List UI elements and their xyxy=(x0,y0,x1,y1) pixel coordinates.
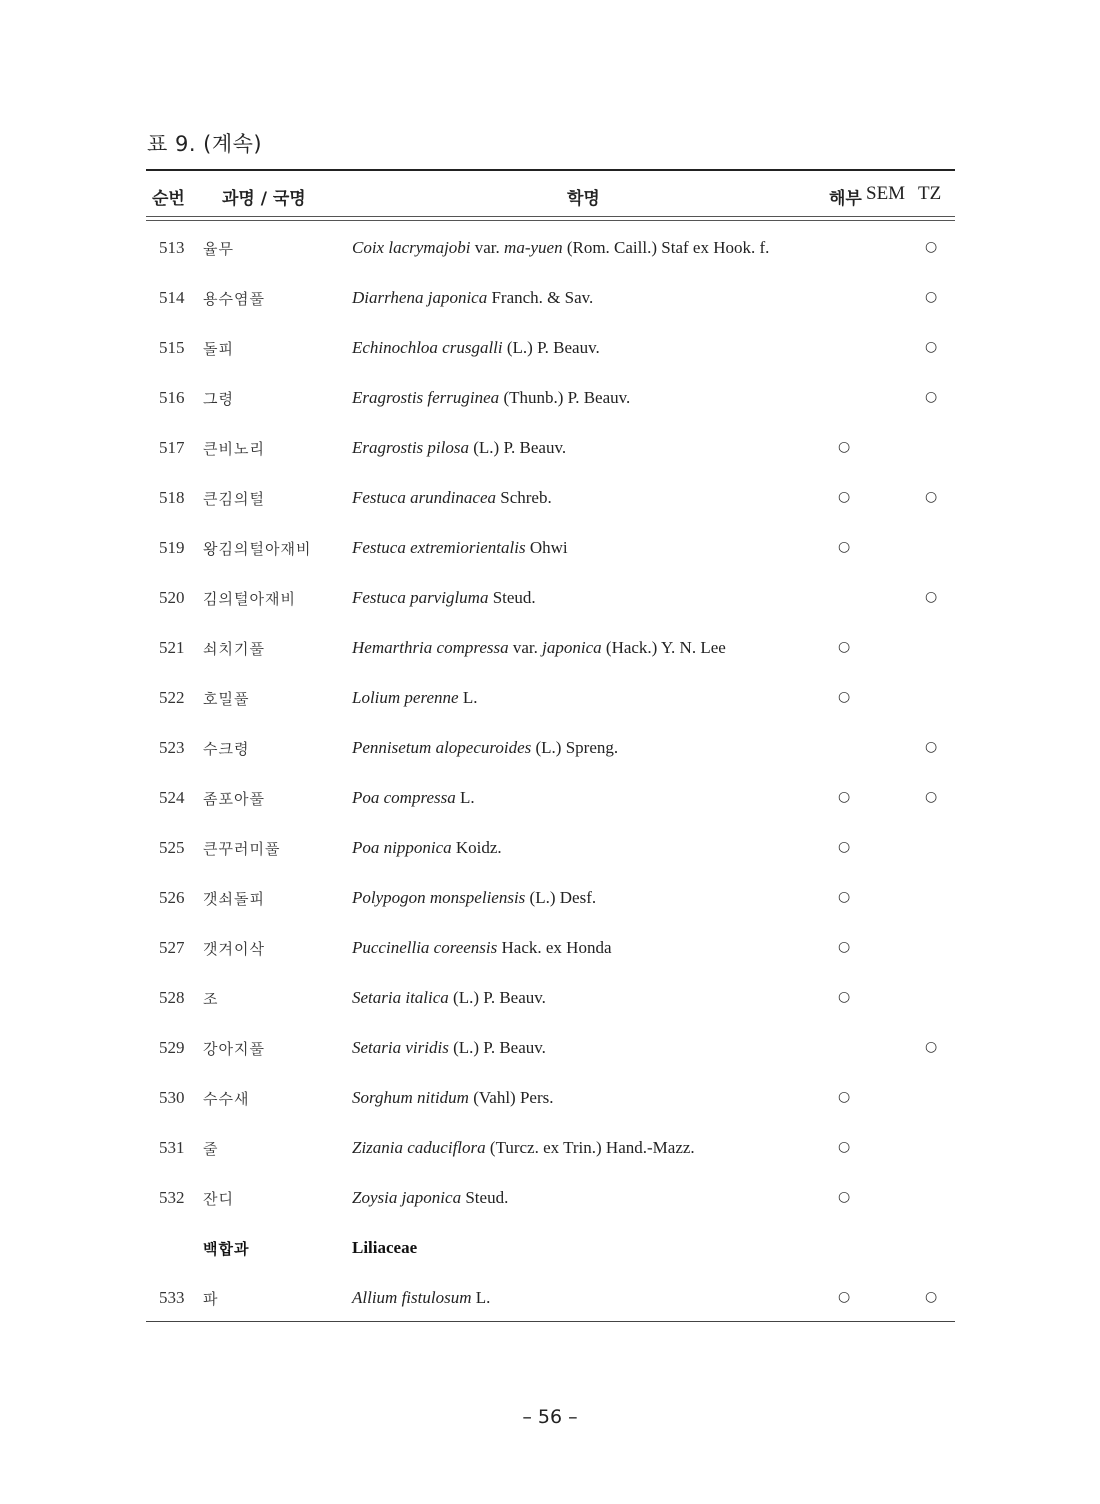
species-number: 518 xyxy=(159,488,185,507)
scientific-name-italic: Polypogon monspeliensis xyxy=(352,888,526,907)
table-row xyxy=(146,621,955,671)
scientific-name-italic: Festuca extremiorientalis xyxy=(352,538,526,557)
species-number: 523 xyxy=(159,738,185,757)
table-row xyxy=(146,871,955,921)
scientific-name-italic: Lolium perenne xyxy=(352,688,459,707)
table-caption: 표 9. (계속) xyxy=(147,132,263,156)
scientific-name xyxy=(352,1038,546,1058)
header-anatomy: 해부 xyxy=(829,189,862,209)
korean-name: 줄 xyxy=(203,1140,219,1158)
tz-mark: ○ xyxy=(925,789,938,805)
header-number: 순번 xyxy=(152,189,185,209)
scientific-name-author: L. xyxy=(458,688,478,707)
header-sem: SEM xyxy=(866,183,906,204)
page-number: – 56 – xyxy=(522,1406,578,1428)
table-row xyxy=(146,771,955,821)
scientific-name-author: var. xyxy=(470,238,505,257)
tz-mark: ○ xyxy=(925,589,938,605)
scientific-name xyxy=(352,688,477,708)
table-row xyxy=(146,971,955,1021)
species-number: 530 xyxy=(159,1088,185,1107)
header-family-korean-name: 과명 / 국명 xyxy=(222,189,306,209)
species-number: 513 xyxy=(159,238,185,257)
scientific-name-author: (L.) P. Beauv. xyxy=(502,338,600,357)
korean-name: 쇠치기풀 xyxy=(203,640,265,658)
table-row xyxy=(146,571,955,621)
header-rule xyxy=(146,216,955,217)
scientific-name-author: (L.) P. Beauv. xyxy=(448,988,546,1007)
scientific-name-author: Koidz. xyxy=(451,838,502,857)
scientific-name xyxy=(352,638,726,658)
korean-name: 돌피 xyxy=(203,340,234,358)
tz-mark: ○ xyxy=(925,339,938,355)
scientific-name-italic: Coix lacrymajobi xyxy=(352,238,471,257)
korean-name: 조 xyxy=(203,990,219,1008)
korean-name: 그령 xyxy=(203,390,234,408)
species-number: 520 xyxy=(159,588,185,607)
korean-name: 파 xyxy=(203,1290,219,1308)
anatomy-mark: ○ xyxy=(838,489,851,505)
species-number: 515 xyxy=(159,338,185,357)
scientific-name-italic: Eragrostis ferruginea xyxy=(352,388,500,407)
korean-name: 좀포아풀 xyxy=(203,790,265,808)
scientific-name-italic: Echinochloa crusgalli xyxy=(352,338,503,357)
species-number: 532 xyxy=(159,1188,185,1207)
species-number: 531 xyxy=(159,1138,185,1157)
scientific-name-author: (L.) Spreng. xyxy=(531,738,619,757)
tz-mark: ○ xyxy=(925,1039,938,1055)
header-scientific-name: 학명 xyxy=(567,189,600,209)
anatomy-mark: ○ xyxy=(838,889,851,905)
tz-mark: ○ xyxy=(925,389,938,405)
korean-name: 김의털아재비 xyxy=(203,590,296,608)
scientific-name-author: Steud. xyxy=(488,588,536,607)
scientific-name-author: (Hack.) Y. N. Lee xyxy=(601,638,726,657)
table-header xyxy=(146,171,955,216)
table-body xyxy=(146,221,955,1321)
scientific-name-italic: Poa compressa xyxy=(352,788,456,807)
scientific-name xyxy=(352,888,596,908)
korean-name: 큰비노리 xyxy=(203,440,265,458)
anatomy-mark: ○ xyxy=(838,1089,851,1105)
scientific-name xyxy=(352,538,568,558)
korean-name: 강아지풀 xyxy=(203,1040,265,1058)
header-tz: TZ xyxy=(918,183,942,204)
korean-name: 갯쇠돌피 xyxy=(203,890,265,908)
anatomy-mark: ○ xyxy=(838,539,851,555)
table-row xyxy=(146,371,955,421)
anatomy-mark: ○ xyxy=(838,1139,851,1155)
scientific-name xyxy=(352,238,769,258)
table-row xyxy=(146,821,955,871)
korean-name: 왕김의털아재비 xyxy=(203,540,312,558)
scientific-name-italic: Diarrhena japonica xyxy=(352,288,488,307)
table-row xyxy=(146,1071,955,1121)
table-bottom-rule xyxy=(146,1321,955,1322)
family-korean-name: 백합과 xyxy=(203,1240,250,1258)
anatomy-mark: ○ xyxy=(838,939,851,955)
table-row xyxy=(146,471,955,521)
anatomy-mark: ○ xyxy=(838,689,851,705)
species-number: 514 xyxy=(159,288,185,307)
scientific-name-italic: Eragrostis pilosa xyxy=(352,438,469,457)
species-number: 516 xyxy=(159,388,185,407)
table-row xyxy=(146,1171,955,1221)
tz-mark: ○ xyxy=(925,289,938,305)
scientific-name-italic: Pennisetum alopecuroides xyxy=(352,738,532,757)
korean-name: 율무 xyxy=(203,240,234,258)
scientific-name-italic: Poa nipponica xyxy=(352,838,452,857)
korean-name: 수크령 xyxy=(203,740,250,758)
scientific-name xyxy=(352,838,502,858)
scientific-name-author: Liliaceae xyxy=(352,1238,418,1257)
scientific-name-author: (Vahl) Pers. xyxy=(468,1088,554,1107)
scientific-name xyxy=(352,338,600,358)
species-number: 526 xyxy=(159,888,185,907)
scientific-name-author: Schreb. xyxy=(496,488,552,507)
scientific-name xyxy=(352,938,612,958)
table-row xyxy=(146,421,955,471)
tz-mark: ○ xyxy=(925,1289,938,1305)
scientific-name-author: Steud. xyxy=(461,1188,509,1207)
scientific-name xyxy=(352,1288,490,1308)
korean-name: 호밀풀 xyxy=(203,690,250,708)
scientific-name xyxy=(352,1138,695,1158)
species-table xyxy=(146,169,955,1322)
scientific-name-italic: Hemarthria compressa xyxy=(352,638,509,657)
species-number: 528 xyxy=(159,988,185,1007)
scientific-name-italic: Zizania caduciflora xyxy=(352,1138,486,1157)
scientific-name-author: (Rom. Caill.) Staf ex Hook. f. xyxy=(562,238,770,257)
scientific-name-italic: Sorghum nitidum xyxy=(352,1088,469,1107)
scientific-name-author: (L.) P. Beauv. xyxy=(468,438,567,457)
scientific-name xyxy=(352,388,630,408)
table-row xyxy=(146,271,955,321)
anatomy-mark: ○ xyxy=(838,989,851,1005)
family-scientific-name xyxy=(352,1238,417,1258)
table-row xyxy=(146,1021,955,1071)
scientific-name-author: Franch. & Sav. xyxy=(487,288,594,307)
tz-mark: ○ xyxy=(925,739,938,755)
scientific-name-author: L. xyxy=(455,788,475,807)
table-row xyxy=(146,1271,955,1321)
korean-name: 잔디 xyxy=(203,1190,234,1208)
species-number: 521 xyxy=(159,638,185,657)
anatomy-mark: ○ xyxy=(838,839,851,855)
tz-mark: ○ xyxy=(925,239,938,255)
scientific-name xyxy=(352,488,552,508)
table-row xyxy=(146,1121,955,1171)
anatomy-mark: ○ xyxy=(838,639,851,655)
anatomy-mark: ○ xyxy=(838,1289,851,1305)
anatomy-mark: ○ xyxy=(838,789,851,805)
scientific-name-author: (L.) Desf. xyxy=(525,888,597,907)
species-number: 522 xyxy=(159,688,185,707)
scientific-name xyxy=(352,788,475,808)
korean-name: 큰꾸러미풀 xyxy=(203,840,281,858)
scientific-name-author: Hack. ex Honda xyxy=(497,938,612,957)
scientific-name-italic: ma-yuen xyxy=(504,238,563,257)
family-row xyxy=(146,1221,955,1271)
table-row xyxy=(146,321,955,371)
table-row xyxy=(146,671,955,721)
scientific-name-italic: Setaria italica xyxy=(352,988,449,1007)
table-row xyxy=(146,921,955,971)
scientific-name-italic: Festuca parvigluma xyxy=(352,588,489,607)
table-row xyxy=(146,721,955,771)
scientific-name-italic: japonica xyxy=(542,638,602,657)
species-number: 524 xyxy=(159,788,185,807)
scientific-name xyxy=(352,1088,553,1108)
scientific-name xyxy=(352,288,593,308)
anatomy-mark: ○ xyxy=(838,1189,851,1205)
scientific-name-author: var. xyxy=(508,638,543,657)
table-row xyxy=(146,221,955,271)
species-number: 533 xyxy=(159,1288,185,1307)
species-number: 519 xyxy=(159,538,185,557)
species-number: 527 xyxy=(159,938,185,957)
scientific-name xyxy=(352,438,566,458)
korean-name: 큰김의털 xyxy=(203,490,265,508)
scientific-name-author: L. xyxy=(471,1288,491,1307)
scientific-name-italic: Setaria viridis xyxy=(352,1038,449,1057)
scientific-name-author: Ohwi xyxy=(525,538,568,557)
scientific-name xyxy=(352,1188,508,1208)
species-number: 525 xyxy=(159,838,185,857)
species-number: 529 xyxy=(159,1038,185,1057)
species-number: 517 xyxy=(159,438,185,457)
scientific-name-author: (L.) P. Beauv. xyxy=(448,1038,546,1057)
korean-name: 갯겨이삭 xyxy=(203,940,265,958)
anatomy-mark: ○ xyxy=(838,439,851,455)
scientific-name-author: (Turcz. ex Trin.) Hand.-Mazz. xyxy=(485,1138,695,1157)
korean-name: 수수새 xyxy=(203,1090,250,1108)
korean-name: 용수염풀 xyxy=(203,290,265,308)
table-row xyxy=(146,521,955,571)
tz-mark: ○ xyxy=(925,489,938,505)
scientific-name-italic: Zoysia japonica xyxy=(352,1188,462,1207)
scientific-name xyxy=(352,738,618,758)
scientific-name-italic: Allium fistulosum xyxy=(352,1288,472,1307)
scientific-name-author: (Thunb.) P. Beauv. xyxy=(499,388,631,407)
scientific-name-italic: Festuca arundinacea xyxy=(352,488,496,507)
scientific-name xyxy=(352,588,536,608)
scientific-name xyxy=(352,988,546,1008)
scientific-name-italic: Puccinellia coreensis xyxy=(352,938,498,957)
